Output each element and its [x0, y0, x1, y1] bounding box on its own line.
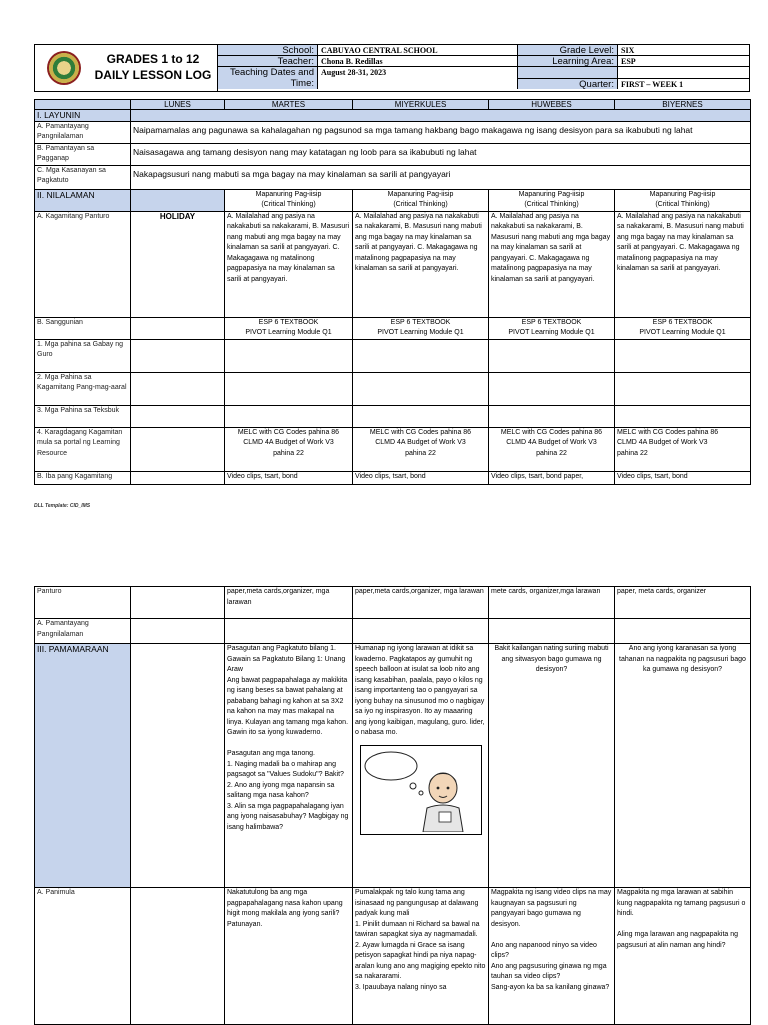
- quarter-label: Quarter:: [518, 78, 618, 89]
- materials-cell: Video clips, tsart, bond: [353, 471, 489, 484]
- dates-value: August 28-31, 2023: [318, 67, 518, 78]
- row-label: 4. Karagdagang Kagamitan mula sa portal ng Learning Resource: [35, 427, 131, 471]
- kagamitan-row: [35, 211, 751, 317]
- grade-value: SIX: [618, 45, 749, 56]
- competency-cell: A. Mailalahad ang pasiya na nakakabuti sa nakakarami, B. Masusuri nang mabuti ang mga bagay na may kinalaman sa sarili at pangyayari. C. Makagagawa ng matalinong pagpapasiya na may kinalaman sa sarili at pangyayari.: [225, 211, 353, 317]
- template-footer: DLL Template: CID_IMS: [34, 503, 91, 509]
- document-title: GRADES 1 to 12 DAILY LESSON LOG: [94, 52, 212, 82]
- content-title-cell: Mapanuring Pag-iisip (Critical Thinking): [489, 189, 615, 211]
- day-martes: MARTES: [225, 100, 353, 110]
- lesson-log-table: [34, 99, 751, 485]
- day-biyernes: BIYERNES: [615, 100, 751, 110]
- content-title-cell: Mapanuring Pag-iisip (Critical Thinking): [615, 189, 751, 211]
- school-value: CABUYAO CENTRAL SCHOOL: [318, 45, 518, 56]
- day-miyerkules: MIYERKULES: [353, 100, 489, 110]
- row-label: A. Panimula: [35, 888, 131, 1025]
- materials-cell: mete cards, organizer,mga larawan: [489, 587, 615, 619]
- activity-cell: Bakit kailangan nating suriing mabuti ang sitwasyon bago gumawa ng desisyon?: [489, 644, 615, 888]
- pamamaraan-row: [35, 644, 751, 888]
- activity-cell: Humanap ng iyong larawan at idikit sa kwaderno. Pagkatapos ay gumuhit ng speech balloon at isulat sa loob nito ang isang kasabihan, paalala, payo o kilos ng isang importanteng tao o pangyayari sa iyong buhay na sinusunod mo o nagbigay sa iyo ng inspirasyon. Ito ay maaaring ang iyong kaibigan, magulang, guro. lider, o nabasa mo.: [353, 644, 489, 888]
- header-title-block: [35, 45, 218, 91]
- reference-cell: ESP 6 TEXTBOOK PIVOT Learning Module Q1: [225, 317, 353, 339]
- deped-seal-icon: [47, 51, 81, 85]
- gabay-row: [35, 339, 751, 372]
- row-label: B. Iba pang Kagamitang: [35, 471, 131, 484]
- pamantayan-row: [35, 619, 751, 644]
- activity-cell: Magpakita ng isang video clips na may kaugnayan sa pagsusuri ng pangyayari bago gumawa ng desisyon. Ano ang napanood ninyo sa video clips? Ano ang pagsusuring ginawa ng mga tauhan sa video clips? Sang-ayon ka ba sa kanilang ginawa?: [489, 888, 615, 1025]
- activity-cell: Ano ang iyong karanasan sa iyong tahanan na nagpakita ng pagsusuri bago ka gumawa ng desisyon?: [615, 644, 751, 888]
- materials-cell: paper,meta cards,organizer, mga larawan: [353, 587, 489, 619]
- section-row-nilalaman: [35, 189, 751, 211]
- header-info-grid: [218, 45, 749, 91]
- row-label: A. Kagamitang Panturo: [35, 211, 131, 317]
- day-header-row: [35, 100, 751, 110]
- objective-text: Naisasagawa ang tamang desisyon nang may katatagan ng loob para sa ikabubuti ng lahat: [131, 143, 751, 165]
- lesson-log-header: [34, 44, 750, 92]
- teksbuk-row: [35, 405, 751, 427]
- teacher-label: Teacher:: [218, 56, 318, 67]
- objective-label: A. Pamantayang Pangnilalaman: [35, 121, 131, 143]
- holiday-cell: HOLIDAY: [131, 211, 225, 317]
- objective-row: [35, 165, 751, 189]
- thinking-boy-icon: [361, 746, 479, 832]
- row-label: B. Sanggunian: [35, 317, 131, 339]
- reference-cell: ESP 6 TEXTBOOK PIVOT Learning Module Q1: [615, 317, 751, 339]
- objective-label: B. Pamantayan sa Pagganap: [35, 143, 131, 165]
- row-label: A. Pamantayang Pangnilalaman: [35, 619, 131, 644]
- row-label: Panturo: [35, 587, 131, 619]
- section-title: III. PAMAMARAAN: [35, 644, 131, 888]
- quarter-value: FIRST – WEEK 1: [618, 78, 749, 89]
- objective-row: [35, 143, 751, 165]
- competency-cell: A. Mailalahad ang pasiya na nakakabuti sa nakakarami, B. Masusuri nang mabuti ang mga bagay na may kinalaman sa sarili at pangyayari. C. Makagagawa ng matalinong pagpapasiya na may kinalaman sa sarili at pangyayari.: [353, 211, 489, 317]
- sanggunian-row: [35, 317, 751, 339]
- reference-cell: ESP 6 TEXTBOOK PIVOT Learning Module Q1: [353, 317, 489, 339]
- row-label: 1. Mga pahina sa Gabay ng Guro: [35, 339, 131, 372]
- day-lunes: LUNES: [131, 100, 225, 110]
- activity-cell: Pumalakpak ng talo kung tama ang isinasaad ng pangungusap at dalawang padyak kung mali 1. Pinilit dumaan ni Richard sa bawal na tawiran sapagkat siya ay nagmamadali. 2. Ayaw lumagda ni Grace sa isang petisyon sapagkat hindi pa niya napag-aralan kung ano ang magiging epekto nito sa nakararami. 3. Ipauubaya nalang ninyo sa: [353, 888, 489, 1025]
- panturo-row: [35, 587, 751, 619]
- objective-row: [35, 121, 751, 143]
- area-value: ESP: [618, 56, 749, 67]
- section-title: I. LAYUNIN: [35, 110, 131, 122]
- objective-text: Naipamamalas ang pagunawa sa kahalagahan ng pagsunod sa mga tamang hakbang bago makagawa ng isang desisyon para sa ikabubuti ng lahat: [131, 121, 751, 143]
- objective-label: C. Mga Kasanayan sa Pagkatuto: [35, 165, 131, 189]
- activity-cell: Magpakita ng mga larawan at sabihin kung nagpapakita ng tamang pagsusuri o hindi. Aling mga larawan ang nagpapakita ng pagsusuri at alin naman ang hindi?: [615, 888, 751, 1025]
- section-title: II. NILALAMAN: [35, 189, 131, 211]
- grade-label: Grade Level:: [518, 45, 618, 56]
- materials-cell: paper, meta cards, organizer: [615, 587, 751, 619]
- area-label: Learning Area:: [518, 56, 618, 67]
- section-row-layunin: [35, 110, 751, 122]
- lesson-log-table-page-2: [34, 586, 751, 1025]
- dates-label-1: Teaching Dates and: [218, 67, 318, 78]
- speech-balloon-illustration: [360, 745, 482, 835]
- competency-cell: A. Mailalahad ang pasiya na nakakabuti sa nakakarami, B. Masusuri nang mabuti ang mga bagay na may kinalaman sa sarili at pangyayari. C. Makagagawa ng matalinong pagpapasiya na may kinalaman sa sarili at pangyayari.: [615, 211, 751, 317]
- objective-text: Nakapagsusuri nang mabuti sa mga bagay na may kinalaman sa sarili at pangyayari: [131, 165, 751, 189]
- lr-cell: MELC with CG Codes pahina 86 CLMD 4A Budget of Work V3 pahina 22: [615, 427, 751, 471]
- row-label: 3. Mga Pahina sa Teksbuk: [35, 405, 131, 427]
- materials-cell: paper,meta cards,organizer, mga larawan: [225, 587, 353, 619]
- content-title-cell: Mapanuring Pag-iisip (Critical Thinking): [225, 189, 353, 211]
- school-label: School:: [218, 45, 318, 56]
- day-huwebes: HUWEBES: [489, 100, 615, 110]
- iba-row: [35, 471, 751, 484]
- activity-cell: Pasagutan ang Pagkatuto bilang 1. Gawain sa Pagkatuto Bilang 1: Unang Araw Ang bawat pagpapahalaga ay makikita ng isang beses sa bawat pahalang at pababang bahagi ng kahon at sa 3X2 na kahon na may mas makapal na linya. Kulayan ang tamang mga kahon. Gawin ito sa iyong kuwaderno. Pasagutan ang mga tanong. 1. Naging madali ba o mahirap ang pagsagot sa "Values Sudoku"? Bakit? 2. Ano ang iyong mga napansin sa salitang mga nasa kahon? 3. Alin sa mga pagpapahalagang iyan ang iyong naisasabuhay? Magbigay ng isang halimbawa?: [225, 644, 353, 888]
- materials-cell: Video clips, tsart, bond paper,: [489, 471, 615, 484]
- materials-cell: Video clips, tsart, bond: [615, 471, 751, 484]
- kagamitan-mag-row: [35, 372, 751, 405]
- competency-cell: A. Mailalahad ang pasiya na nakakabuti sa nakakarami, B. Masusuri nang mabuti ang mga bagay na may kinalaman sa sarili at pangyayari. C. Makagagawa ng matalinong pagpapasiya na may kinalaman sa sarili at pangyayari.: [489, 211, 615, 317]
- row-label: 2. Mga Pahina sa Kagamitang Pang-mag-aaral: [35, 372, 131, 405]
- lr-cell: MELC with CG Codes pahina 86 CLMD 4A Budget of Work V3 pahina 22: [353, 427, 489, 471]
- teacher-value: Chona B. Redillas: [318, 56, 518, 67]
- learning-resource-row: [35, 427, 751, 471]
- reference-cell: ESP 6 TEXTBOOK PIVOT Learning Module Q1: [489, 317, 615, 339]
- dates-label-2: Time:: [218, 78, 318, 89]
- lr-cell: MELC with CG Codes pahina 86 CLMD 4A Budget of Work V3 pahina 22: [489, 427, 615, 471]
- lr-cell: MELC with CG Codes pahina 86 CLMD 4A Budget of Work V3 pahina 22: [225, 427, 353, 471]
- materials-cell: Video clips, tsart, bond: [225, 471, 353, 484]
- activity-cell: Nakatutulong ba ang mga pagpapahalagang nasa kahon upang higit mong makilala ang iyong sarili? Patunayan.: [225, 888, 353, 1025]
- content-title-cell: Mapanuring Pag-iisip (Critical Thinking): [353, 189, 489, 211]
- panimula-row: [35, 888, 751, 1025]
